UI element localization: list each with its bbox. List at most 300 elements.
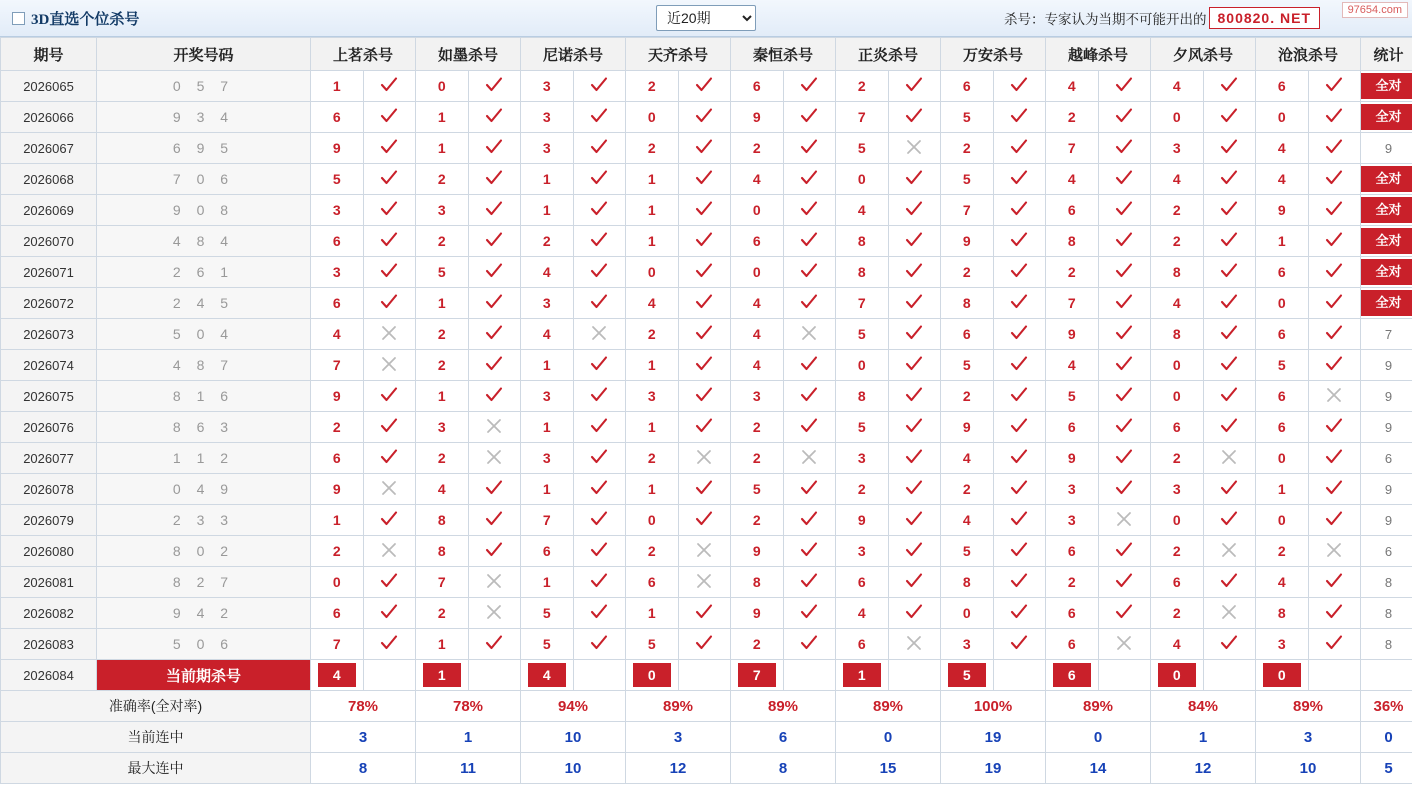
table-row xyxy=(1,257,1412,288)
table-row xyxy=(1,226,1412,257)
kill-number-cell: 0 xyxy=(1151,505,1204,536)
kill-number-cell: 3 xyxy=(521,102,574,133)
kill-number-cell: 2 xyxy=(941,133,994,164)
current-kill-number xyxy=(941,660,994,691)
current-mark-cell xyxy=(678,660,731,691)
kill-number-cell: 9 xyxy=(311,381,364,412)
row-period: 2026068 xyxy=(1,164,97,195)
kill-number-cell: 8 xyxy=(836,381,889,412)
row-open-number: 8 1 6 xyxy=(97,381,311,412)
kill-number-cell: 4 xyxy=(1046,350,1099,381)
result-mark-cell xyxy=(1098,133,1151,164)
result-mark-cell xyxy=(363,350,416,381)
current-kill-badge: 1 xyxy=(843,663,881,687)
result-mark-cell xyxy=(1308,319,1361,350)
miss-cross-icon xyxy=(380,479,398,497)
hit-check-icon xyxy=(1115,293,1133,311)
hit-check-icon xyxy=(1115,231,1133,249)
hit-check-icon xyxy=(1010,417,1028,435)
kill-number-cell: 1 xyxy=(311,71,364,102)
table-row xyxy=(1,350,1412,381)
hit-check-icon xyxy=(905,355,923,373)
hit-check-icon xyxy=(800,138,818,156)
kill-number-cell: 5 xyxy=(731,474,784,505)
hit-check-icon xyxy=(380,231,398,249)
toolbar-left xyxy=(0,8,139,29)
kill-number-cell: 6 xyxy=(1151,412,1204,443)
column-header-7: 正炎杀号 xyxy=(836,38,941,71)
result-mark-cell xyxy=(678,412,731,443)
hit-check-icon xyxy=(905,448,923,466)
kill-number-cell: 4 xyxy=(311,319,364,350)
hit-check-icon xyxy=(1010,200,1028,218)
kill-number-cell: 7 xyxy=(941,195,994,226)
current-kill-number xyxy=(626,660,679,691)
row-period: 2026075 xyxy=(1,381,97,412)
hit-check-icon xyxy=(485,510,503,528)
hit-check-icon xyxy=(1220,262,1238,280)
kill-number-cell: 4 xyxy=(1256,133,1309,164)
summary-label: 最大连中 xyxy=(1,753,311,784)
summary-value: 1 xyxy=(416,722,521,753)
kill-number-cell: 4 xyxy=(1151,164,1204,195)
result-mark-cell xyxy=(888,257,941,288)
kill-note-text: 杀号：专家认为当期不可能开出的 xyxy=(1004,12,1207,27)
summary-value: 15 xyxy=(836,753,941,784)
result-mark-cell xyxy=(363,319,416,350)
table-row xyxy=(1,133,1412,164)
hit-check-icon xyxy=(1325,107,1343,125)
kill-number-cell: 4 xyxy=(836,598,889,629)
result-mark-cell xyxy=(573,102,626,133)
kill-number-cell: 0 xyxy=(626,102,679,133)
miss-cross-icon xyxy=(380,355,398,373)
result-mark-cell xyxy=(1308,350,1361,381)
kill-number-cell: 3 xyxy=(311,257,364,288)
summary-value: 84% xyxy=(1151,691,1256,722)
row-period: 2026073 xyxy=(1,319,97,350)
result-mark-cell xyxy=(1203,629,1256,660)
table-row xyxy=(1,195,1412,226)
title-checkbox[interactable] xyxy=(12,12,25,25)
table-row xyxy=(1,567,1412,598)
hit-check-icon xyxy=(590,200,608,218)
hit-check-icon xyxy=(905,510,923,528)
hit-check-icon xyxy=(380,76,398,94)
summary-value: 1 xyxy=(1151,722,1256,753)
result-mark-cell xyxy=(363,536,416,567)
table-row xyxy=(1,505,1412,536)
row-open-number: 6 9 5 xyxy=(97,133,311,164)
result-mark-cell xyxy=(1203,164,1256,195)
kill-number-cell: 4 xyxy=(1151,629,1204,660)
result-mark-cell xyxy=(1203,257,1256,288)
kill-number-cell: 4 xyxy=(731,319,784,350)
row-open-number: 1 1 2 xyxy=(97,443,311,474)
result-mark-cell xyxy=(993,536,1046,567)
result-mark-cell xyxy=(1203,412,1256,443)
kill-number-cell: 4 xyxy=(941,443,994,474)
kill-number-cell: 1 xyxy=(416,102,469,133)
kill-number-cell: 0 xyxy=(1256,102,1309,133)
column-header-9: 越峰杀号 xyxy=(1046,38,1151,71)
result-mark-cell xyxy=(993,598,1046,629)
current-kill-badge: 5 xyxy=(948,663,986,687)
hit-check-icon xyxy=(590,262,608,280)
result-mark-cell xyxy=(993,195,1046,226)
hit-check-icon xyxy=(695,200,713,218)
kill-number-cell: 2 xyxy=(311,412,364,443)
current-kill-number xyxy=(836,660,889,691)
hit-check-icon xyxy=(1115,355,1133,373)
result-mark-cell xyxy=(783,567,836,598)
kill-number-cell: 8 xyxy=(1256,598,1309,629)
hit-check-icon xyxy=(695,169,713,187)
hit-check-icon xyxy=(485,169,503,187)
result-mark-cell xyxy=(1203,505,1256,536)
result-mark-cell xyxy=(1098,102,1151,133)
kill-number-cell: 2 xyxy=(1256,536,1309,567)
summary-value: 78% xyxy=(416,691,521,722)
result-mark-cell xyxy=(363,412,416,443)
hit-check-icon xyxy=(380,634,398,652)
kill-number-cell: 3 xyxy=(626,381,679,412)
hit-check-icon xyxy=(590,479,608,497)
row-period: 2026067 xyxy=(1,133,97,164)
miss-cross-icon xyxy=(380,541,398,559)
all-correct-badge: 全对 xyxy=(1361,228,1412,254)
hit-check-icon xyxy=(485,200,503,218)
kill-number-cell: 3 xyxy=(416,412,469,443)
hit-check-icon xyxy=(1115,200,1133,218)
result-mark-cell xyxy=(1098,195,1151,226)
hit-check-icon xyxy=(695,107,713,125)
result-mark-cell xyxy=(363,164,416,195)
summary-value: 89% xyxy=(1256,691,1361,722)
hit-check-icon xyxy=(590,417,608,435)
kill-number-cell: 6 xyxy=(1046,598,1099,629)
kill-number-cell: 6 xyxy=(311,598,364,629)
result-mark-cell xyxy=(888,288,941,319)
row-period: 2026074 xyxy=(1,350,97,381)
hit-check-icon xyxy=(590,293,608,311)
hit-check-icon xyxy=(1325,510,1343,528)
result-mark-cell xyxy=(573,443,626,474)
current-mark-cell xyxy=(783,660,836,691)
summary-value: 6 xyxy=(731,722,836,753)
hit-check-icon xyxy=(905,541,923,559)
hit-check-icon xyxy=(1220,634,1238,652)
hit-check-icon xyxy=(1115,479,1133,497)
kill-number-cell: 4 xyxy=(731,288,784,319)
kill-number-cell: 5 xyxy=(521,598,574,629)
hit-check-icon xyxy=(1010,107,1028,125)
kill-number-cell: 5 xyxy=(311,164,364,195)
kill-number-cell: 3 xyxy=(941,629,994,660)
kill-number-cell: 6 xyxy=(1256,381,1309,412)
summary-value: 3 xyxy=(626,722,731,753)
kill-number-cell: 2 xyxy=(731,443,784,474)
row-open-number: 9 0 8 xyxy=(97,195,311,226)
row-open-number: 2 4 5 xyxy=(97,288,311,319)
result-mark-cell xyxy=(1203,319,1256,350)
hit-check-icon xyxy=(905,293,923,311)
miss-cross-icon xyxy=(905,138,923,156)
result-mark-cell xyxy=(993,288,1046,319)
kill-number-cell: 1 xyxy=(521,350,574,381)
hit-check-icon xyxy=(1220,510,1238,528)
kill-number-cell: 2 xyxy=(731,505,784,536)
column-header-3: 如墨杀号 xyxy=(416,38,521,71)
hit-check-icon xyxy=(1115,417,1133,435)
current-kill-number xyxy=(1151,660,1204,691)
hit-check-icon xyxy=(1220,324,1238,342)
result-mark-cell xyxy=(1203,598,1256,629)
hit-check-icon xyxy=(380,138,398,156)
all-correct-badge: 全对 xyxy=(1361,166,1412,192)
hit-check-icon xyxy=(1325,262,1343,280)
row-open-number: 8 6 3 xyxy=(97,412,311,443)
current-kill-badge: 7 xyxy=(738,663,776,687)
result-mark-cell xyxy=(1098,443,1151,474)
hit-check-icon xyxy=(1325,355,1343,373)
hit-check-icon xyxy=(485,107,503,125)
summary-value: 19 xyxy=(941,722,1046,753)
kill-number-cell: 0 xyxy=(1256,443,1309,474)
kill-number-cell: 3 xyxy=(731,381,784,412)
kill-number-cell: 2 xyxy=(1151,598,1204,629)
hit-check-icon xyxy=(905,231,923,249)
kill-number-cell: 1 xyxy=(416,133,469,164)
kill-number-cell: 6 xyxy=(311,102,364,133)
current-kill-number xyxy=(311,660,364,691)
kill-number-cell: 1 xyxy=(521,195,574,226)
hit-check-icon xyxy=(380,200,398,218)
row-period: 2026079 xyxy=(1,505,97,536)
column-header-1: 开奖号码 xyxy=(97,38,311,71)
hit-check-icon xyxy=(800,479,818,497)
result-mark-cell xyxy=(783,71,836,102)
hit-check-icon xyxy=(1325,634,1343,652)
kill-number-cell: 2 xyxy=(1151,226,1204,257)
kill-number-cell: 5 xyxy=(941,536,994,567)
result-mark-cell xyxy=(1308,164,1361,195)
hit-check-icon xyxy=(485,293,503,311)
kill-number-cell: 1 xyxy=(1256,226,1309,257)
kill-note-wrap xyxy=(1004,0,1320,36)
result-mark-cell xyxy=(468,474,521,505)
row-stat: 8 xyxy=(1361,598,1412,629)
current-kill-number xyxy=(731,660,784,691)
row-open-number: 9 4 2 xyxy=(97,598,311,629)
result-mark-cell xyxy=(468,133,521,164)
result-mark-cell xyxy=(1308,505,1361,536)
result-mark-cell xyxy=(1098,629,1151,660)
kill-number-cell: 3 xyxy=(521,71,574,102)
kill-number-cell: 2 xyxy=(941,257,994,288)
result-mark-cell xyxy=(468,412,521,443)
row-open-number: 5 0 6 xyxy=(97,629,311,660)
kill-number-cell: 2 xyxy=(626,536,679,567)
hit-check-icon xyxy=(800,231,818,249)
result-mark-cell xyxy=(678,226,731,257)
kill-number-cell: 5 xyxy=(836,133,889,164)
kill-number-cell: 4 xyxy=(731,164,784,195)
miss-cross-icon xyxy=(695,541,713,559)
result-mark-cell xyxy=(1203,536,1256,567)
kill-number-cell: 4 xyxy=(521,257,574,288)
summary-value: 94% xyxy=(521,691,626,722)
kill-number-cell: 0 xyxy=(626,505,679,536)
kill-number-cell: 2 xyxy=(626,443,679,474)
result-mark-cell xyxy=(1308,474,1361,505)
kill-number-cell: 2 xyxy=(836,71,889,102)
miss-cross-icon xyxy=(485,448,503,466)
result-mark-cell xyxy=(1203,350,1256,381)
kill-number-cell: 1 xyxy=(1256,474,1309,505)
period-select[interactable] xyxy=(656,5,756,31)
miss-cross-icon xyxy=(485,417,503,435)
hit-check-icon xyxy=(695,479,713,497)
kill-number-cell: 1 xyxy=(626,598,679,629)
hit-check-icon xyxy=(1325,448,1343,466)
hit-check-icon xyxy=(590,231,608,249)
result-mark-cell xyxy=(783,381,836,412)
summary-row xyxy=(1,691,1412,722)
hit-check-icon xyxy=(695,603,713,621)
hit-check-icon xyxy=(1220,138,1238,156)
result-mark-cell xyxy=(993,257,1046,288)
kill-number-cell: 5 xyxy=(941,164,994,195)
hit-check-icon xyxy=(380,603,398,621)
summary-value: 14 xyxy=(1046,753,1151,784)
current-period-row xyxy=(1,660,1412,691)
hit-check-icon xyxy=(800,510,818,528)
result-mark-cell xyxy=(783,629,836,660)
result-mark-cell xyxy=(993,629,1046,660)
row-open-number: 0 5 7 xyxy=(97,71,311,102)
hit-check-icon xyxy=(1010,479,1028,497)
hit-check-icon xyxy=(905,417,923,435)
kill-number-cell: 4 xyxy=(1151,71,1204,102)
kill-number-cell: 0 xyxy=(1151,350,1204,381)
kill-number-cell: 2 xyxy=(626,133,679,164)
result-mark-cell xyxy=(1308,598,1361,629)
kill-number-cell: 1 xyxy=(626,195,679,226)
row-stat: 9 xyxy=(1361,350,1412,381)
kill-number-cell: 0 xyxy=(311,567,364,598)
current-mark-cell xyxy=(993,660,1046,691)
kill-number-cell: 1 xyxy=(311,505,364,536)
row-period: 2026071 xyxy=(1,257,97,288)
hit-check-icon xyxy=(380,448,398,466)
hit-check-icon xyxy=(800,76,818,94)
hit-check-icon xyxy=(1325,479,1343,497)
summary-value: 8 xyxy=(311,753,416,784)
result-mark-cell xyxy=(1308,567,1361,598)
row-stat: 9 xyxy=(1361,381,1412,412)
kill-number-cell: 2 xyxy=(626,319,679,350)
kill-number-cell: 5 xyxy=(416,257,469,288)
kill-number-cell: 4 xyxy=(521,319,574,350)
summary-value: 10 xyxy=(521,753,626,784)
kill-number-cell: 3 xyxy=(1151,133,1204,164)
result-mark-cell xyxy=(1098,71,1151,102)
row-period: 2026081 xyxy=(1,567,97,598)
current-kill-number xyxy=(416,660,469,691)
result-mark-cell xyxy=(363,257,416,288)
result-mark-cell xyxy=(1308,443,1361,474)
result-mark-cell xyxy=(993,102,1046,133)
hit-check-icon xyxy=(380,293,398,311)
hit-check-icon xyxy=(800,386,818,404)
current-kill-number xyxy=(521,660,574,691)
hit-check-icon xyxy=(905,169,923,187)
kill-number-cell: 1 xyxy=(521,567,574,598)
miss-cross-icon xyxy=(485,572,503,590)
table-row xyxy=(1,319,1412,350)
result-mark-cell xyxy=(573,381,626,412)
row-period: 2026078 xyxy=(1,474,97,505)
miss-cross-icon xyxy=(380,324,398,342)
kill-number-cell: 2 xyxy=(416,319,469,350)
result-mark-cell xyxy=(1308,133,1361,164)
result-mark-cell xyxy=(783,319,836,350)
result-mark-cell xyxy=(678,536,731,567)
result-mark-cell xyxy=(573,288,626,319)
hit-check-icon xyxy=(905,107,923,125)
kill-number-cell: 1 xyxy=(626,164,679,195)
result-mark-cell xyxy=(1203,288,1256,319)
hit-check-icon xyxy=(1115,448,1133,466)
result-mark-cell xyxy=(888,536,941,567)
result-mark-cell xyxy=(468,598,521,629)
kill-number-cell: 8 xyxy=(416,536,469,567)
result-mark-cell xyxy=(678,133,731,164)
hit-check-icon xyxy=(1010,634,1028,652)
current-kill-number xyxy=(1256,660,1309,691)
hit-check-icon xyxy=(590,448,608,466)
result-mark-cell xyxy=(1098,226,1151,257)
kill-number-cell: 4 xyxy=(836,195,889,226)
result-mark-cell xyxy=(1203,195,1256,226)
result-mark-cell xyxy=(1203,381,1256,412)
summary-value: 12 xyxy=(1151,753,1256,784)
kill-number-cell: 4 xyxy=(941,505,994,536)
kill-number-cell: 0 xyxy=(1151,381,1204,412)
all-correct-badge: 全对 xyxy=(1361,73,1412,99)
hit-check-icon xyxy=(905,76,923,94)
result-mark-cell xyxy=(783,412,836,443)
hit-check-icon xyxy=(485,634,503,652)
hit-check-icon xyxy=(1325,417,1343,435)
hit-check-icon xyxy=(800,169,818,187)
kill-number-cell: 5 xyxy=(941,102,994,133)
hit-check-icon xyxy=(380,510,398,528)
current-stat xyxy=(1361,660,1412,691)
result-mark-cell xyxy=(1308,71,1361,102)
kill-number-cell: 3 xyxy=(521,381,574,412)
kill-number-cell: 2 xyxy=(941,474,994,505)
kill-number-cell: 2 xyxy=(1046,567,1099,598)
kill-number-cell: 1 xyxy=(626,412,679,443)
result-mark-cell xyxy=(468,536,521,567)
kill-number-cell: 7 xyxy=(1046,133,1099,164)
kill-number-cell: 7 xyxy=(311,629,364,660)
kill-number-cell: 2 xyxy=(416,164,469,195)
summary-value: 10 xyxy=(521,722,626,753)
row-period: 2026072 xyxy=(1,288,97,319)
